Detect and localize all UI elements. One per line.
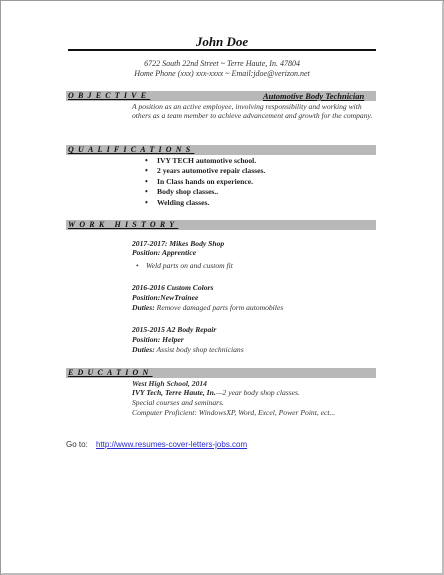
education-line-2 <box>132 388 300 397</box>
position-label: Position: <box>132 335 161 344</box>
job-2-position <box>132 293 198 302</box>
job-3-position <box>132 335 184 344</box>
website-link[interactable]: http://www.resumes-cover-letters-jobs.com <box>96 440 248 449</box>
education-heading: EDUCATION <box>68 368 153 377</box>
list-item: • In Class hands on experience. <box>142 177 265 187</box>
education-program: —2 year body shop classes. <box>215 388 300 397</box>
job-3-duties <box>132 345 244 354</box>
education-line-4: Computer Proficient: WindowsXP, Word, Excel, Power Point, ect... <box>132 408 336 417</box>
job-2-duties <box>132 303 283 312</box>
job-1-period-employer: 2017-2017: Mikes Body Shop <box>132 239 225 248</box>
education-line-1: West High School, 2014 <box>132 379 207 388</box>
address-line: 6722 South 22nd Street ~ Terre Haute, In. 47804 <box>144 59 300 68</box>
education-section-bar <box>66 368 376 378</box>
list-item: • Body shop classes.. <box>142 187 265 197</box>
position-value: Apprentice <box>160 248 197 257</box>
goto-label: Go to: <box>66 440 88 449</box>
qualifications-section-bar <box>66 145 376 155</box>
name-divider <box>68 49 376 51</box>
position-label: Position: <box>132 248 161 257</box>
duties-value: Assist body shop technicians <box>154 345 244 354</box>
job-1-duty-bullet: • Weld parts on and custom fit <box>146 261 233 270</box>
work-history-heading: WORK HISTORY <box>68 220 179 229</box>
education-school: IVY Tech, Terre Haute, In. <box>132 388 216 397</box>
contact-line: Home Phone (xxx) xxx-xxxx ~ Email:jdoe@verizon.net <box>134 69 310 78</box>
job-1-position <box>132 248 196 257</box>
duties-value: Remove damaged parts form automobiles <box>154 303 284 312</box>
qualifications-heading: QUALIFICATIONS <box>68 145 195 154</box>
position-value: NewTrainee <box>160 293 199 302</box>
position-label: Position: <box>132 293 161 302</box>
job-3-period-employer: 2015-2015 A2 Body Repair <box>132 325 217 334</box>
work-history-section-bar <box>66 220 376 230</box>
job-2-period-employer: 2016-2016 Custom Colors <box>132 283 214 292</box>
duties-label: Duties: <box>132 345 155 354</box>
objective-job-title: Automotive Body Technician <box>263 91 365 101</box>
list-item: • Welding classes. <box>142 198 265 208</box>
list-item: • IVY TECH automotive school. <box>142 156 265 166</box>
education-line-3: Special courses and seminars. <box>132 398 224 407</box>
duties-label: Duties: <box>132 303 155 312</box>
objective-heading: OBJECTIVE <box>68 91 151 100</box>
objective-section-bar <box>66 91 376 101</box>
objective-text: A position as an active employee, involving responsibility and working with others as a team member to achieve advancement and growth for the company. <box>132 102 373 120</box>
position-value: Helper <box>160 335 184 344</box>
list-item: • 2 years automotive repair classes. <box>142 166 265 176</box>
resume-name: John Doe <box>195 34 249 49</box>
qualifications-list <box>142 156 265 208</box>
